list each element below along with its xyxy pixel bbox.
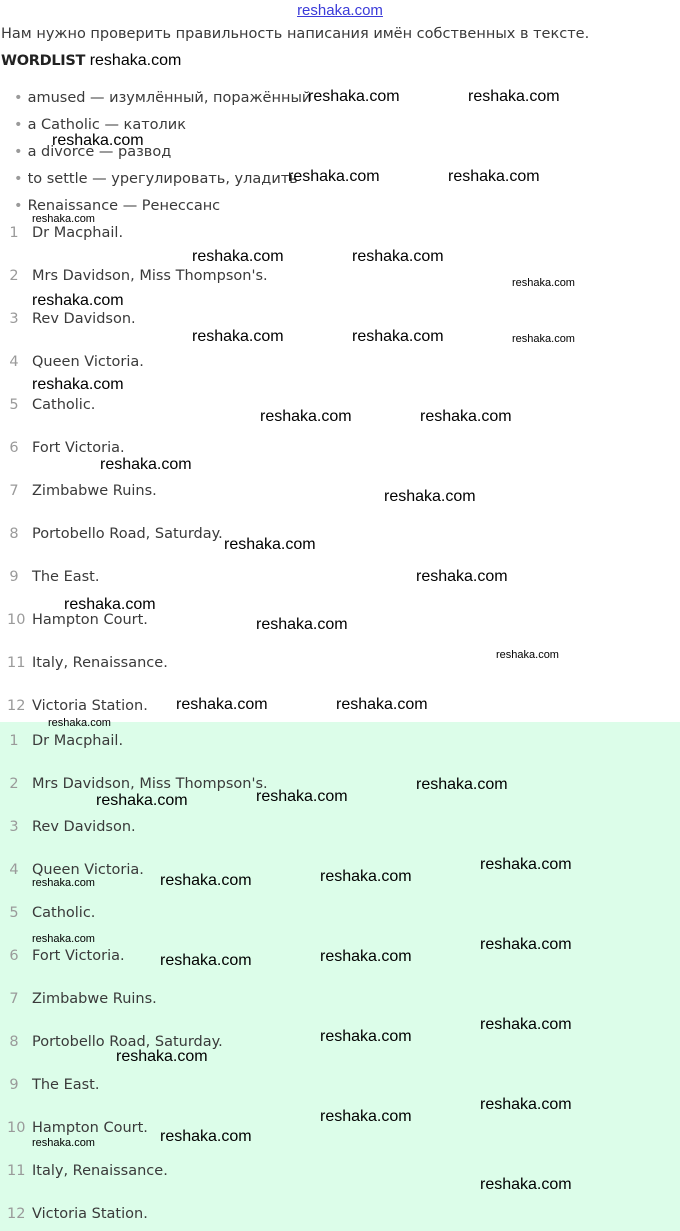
watermark: reshaka.com bbox=[100, 456, 192, 473]
wordlist-item bbox=[14, 198, 220, 214]
item-text: Hampton Court. bbox=[32, 612, 148, 628]
watermark: reshaka.com bbox=[192, 328, 284, 345]
item-text: Queen Victoria. bbox=[32, 354, 144, 370]
item-text: Mrs Davidson, Miss Thompson's. bbox=[32, 268, 268, 284]
watermark: reshaka.com bbox=[448, 168, 540, 185]
watermark: reshaka.com bbox=[512, 277, 575, 289]
item-number: 3 bbox=[9, 819, 19, 835]
item-text: Mrs Davidson, Miss Thompson's. bbox=[32, 776, 268, 792]
item-number: 2 bbox=[9, 268, 19, 284]
wordlist-item-text: amused — изумлённый, поражённый bbox=[27, 90, 312, 106]
item-number: 4 bbox=[9, 862, 19, 878]
intro-text: Нам нужно проверить правильность написания имён собственных в тексте. bbox=[1, 26, 590, 42]
item-number: 1 bbox=[9, 733, 19, 749]
item-text: Portobello Road, Saturday. bbox=[32, 1034, 223, 1050]
watermark: reshaka.com bbox=[320, 948, 412, 965]
item-number: 12 bbox=[7, 1206, 26, 1222]
watermark: reshaka.com bbox=[256, 788, 348, 805]
item-text: Queen Victoria. bbox=[32, 862, 144, 878]
item-number: 5 bbox=[9, 905, 19, 921]
watermark: reshaka.com bbox=[116, 1048, 208, 1065]
item-number: 10 bbox=[7, 612, 26, 628]
watermark: reshaka.com bbox=[160, 952, 252, 969]
watermark: reshaka.com bbox=[352, 248, 444, 265]
bullet-icon: • bbox=[14, 171, 23, 187]
item-text: Rev Davidson. bbox=[32, 311, 136, 327]
watermark: reshaka.com bbox=[480, 1176, 572, 1193]
watermark: reshaka.com bbox=[89, 52, 182, 69]
item-number: 8 bbox=[9, 526, 19, 542]
watermark: reshaka.com bbox=[192, 248, 284, 265]
item-number: 1 bbox=[9, 225, 19, 241]
item-number: 6 bbox=[9, 440, 19, 456]
bullet-icon: • bbox=[14, 90, 23, 106]
watermark: reshaka.com bbox=[32, 933, 95, 945]
wordlist-heading bbox=[1, 52, 181, 70]
item-number: 11 bbox=[7, 1163, 26, 1179]
item-text: The East. bbox=[32, 569, 100, 585]
watermark: reshaka.com bbox=[224, 536, 316, 553]
item-number: 9 bbox=[9, 1077, 19, 1093]
item-number: 8 bbox=[9, 1034, 19, 1050]
item-text: Zimbabwe Ruins. bbox=[32, 483, 157, 499]
watermark: reshaka.com bbox=[480, 936, 572, 953]
watermark: reshaka.com bbox=[480, 1016, 572, 1033]
watermark: reshaka.com bbox=[32, 213, 95, 225]
watermark: reshaka.com bbox=[416, 568, 508, 585]
watermark: reshaka.com bbox=[416, 776, 508, 793]
watermark: reshaka.com bbox=[32, 1137, 95, 1149]
item-text: Fort Victoria. bbox=[32, 948, 125, 964]
item-number: 11 bbox=[7, 655, 26, 671]
item-number: 2 bbox=[9, 776, 19, 792]
item-text: Hampton Court. bbox=[32, 1120, 148, 1136]
watermark: reshaka.com bbox=[96, 792, 188, 809]
site-link[interactable]: reshaka.com bbox=[297, 2, 383, 19]
item-number: 4 bbox=[9, 354, 19, 370]
wordlist-label: WORDLIST bbox=[1, 53, 86, 69]
item-text: Zimbabwe Ruins. bbox=[32, 991, 157, 1007]
item-number: 9 bbox=[9, 569, 19, 585]
item-number: 7 bbox=[9, 483, 19, 499]
watermark: reshaka.com bbox=[32, 877, 95, 889]
item-number: 5 bbox=[9, 397, 19, 413]
watermark: reshaka.com bbox=[336, 696, 428, 713]
watermark: reshaka.com bbox=[260, 408, 352, 425]
item-text: Dr Macphail. bbox=[32, 733, 124, 749]
item-text: Fort Victoria. bbox=[32, 440, 125, 456]
wordlist-item-text: a Catholic — католик bbox=[27, 117, 186, 133]
watermark: reshaka.com bbox=[384, 488, 476, 505]
watermark: reshaka.com bbox=[308, 88, 400, 105]
wordlist-item-text: Renaissance — Ренессанс bbox=[27, 198, 221, 214]
item-text: Italy, Renaissance. bbox=[32, 1163, 168, 1179]
item-text: Catholic. bbox=[32, 397, 96, 413]
watermark: reshaka.com bbox=[160, 1128, 252, 1145]
watermark: reshaka.com bbox=[288, 168, 380, 185]
watermark: reshaka.com bbox=[512, 333, 575, 345]
watermark: reshaka.com bbox=[496, 649, 559, 661]
wordlist-item bbox=[14, 90, 311, 106]
watermark: reshaka.com bbox=[480, 856, 572, 873]
watermark: reshaka.com bbox=[468, 88, 560, 105]
item-text: Catholic. bbox=[32, 905, 96, 921]
wordlist-item bbox=[14, 171, 298, 187]
wordlist-item-text: a divorce — развод bbox=[27, 144, 172, 160]
watermark: reshaka.com bbox=[52, 132, 144, 149]
watermark: reshaka.com bbox=[256, 616, 348, 633]
item-number: 12 bbox=[7, 698, 26, 714]
watermark: reshaka.com bbox=[64, 596, 156, 613]
watermark: reshaka.com bbox=[320, 868, 412, 885]
bullet-icon: • bbox=[14, 117, 23, 133]
item-text: Victoria Station. bbox=[32, 698, 148, 714]
watermark: reshaka.com bbox=[160, 872, 252, 889]
item-number: 3 bbox=[9, 311, 19, 327]
item-text: Portobello Road, Saturday. bbox=[32, 526, 223, 542]
watermark: reshaka.com bbox=[320, 1028, 412, 1045]
watermark: reshaka.com bbox=[176, 696, 268, 713]
item-number: 10 bbox=[7, 1120, 26, 1136]
watermark: reshaka.com bbox=[48, 717, 111, 729]
watermark: reshaka.com bbox=[480, 1096, 572, 1113]
item-number: 7 bbox=[9, 991, 19, 1007]
item-text: Rev Davidson. bbox=[32, 819, 136, 835]
bullet-icon: • bbox=[14, 144, 23, 160]
item-number: 6 bbox=[9, 948, 19, 964]
watermark: reshaka.com bbox=[420, 408, 512, 425]
watermark: reshaka.com bbox=[32, 376, 124, 393]
wordlist-item-text: to settle — урегулировать, уладить bbox=[27, 171, 298, 187]
wordlist-item bbox=[14, 117, 186, 133]
item-text: The East. bbox=[32, 1077, 100, 1093]
watermark: reshaka.com bbox=[352, 328, 444, 345]
item-text: Victoria Station. bbox=[32, 1206, 148, 1222]
item-text: Dr Macphail. bbox=[32, 225, 124, 241]
watermark: reshaka.com bbox=[32, 292, 124, 309]
item-text: Italy, Renaissance. bbox=[32, 655, 168, 671]
watermark: reshaka.com bbox=[320, 1108, 412, 1125]
bullet-icon: • bbox=[14, 198, 23, 214]
